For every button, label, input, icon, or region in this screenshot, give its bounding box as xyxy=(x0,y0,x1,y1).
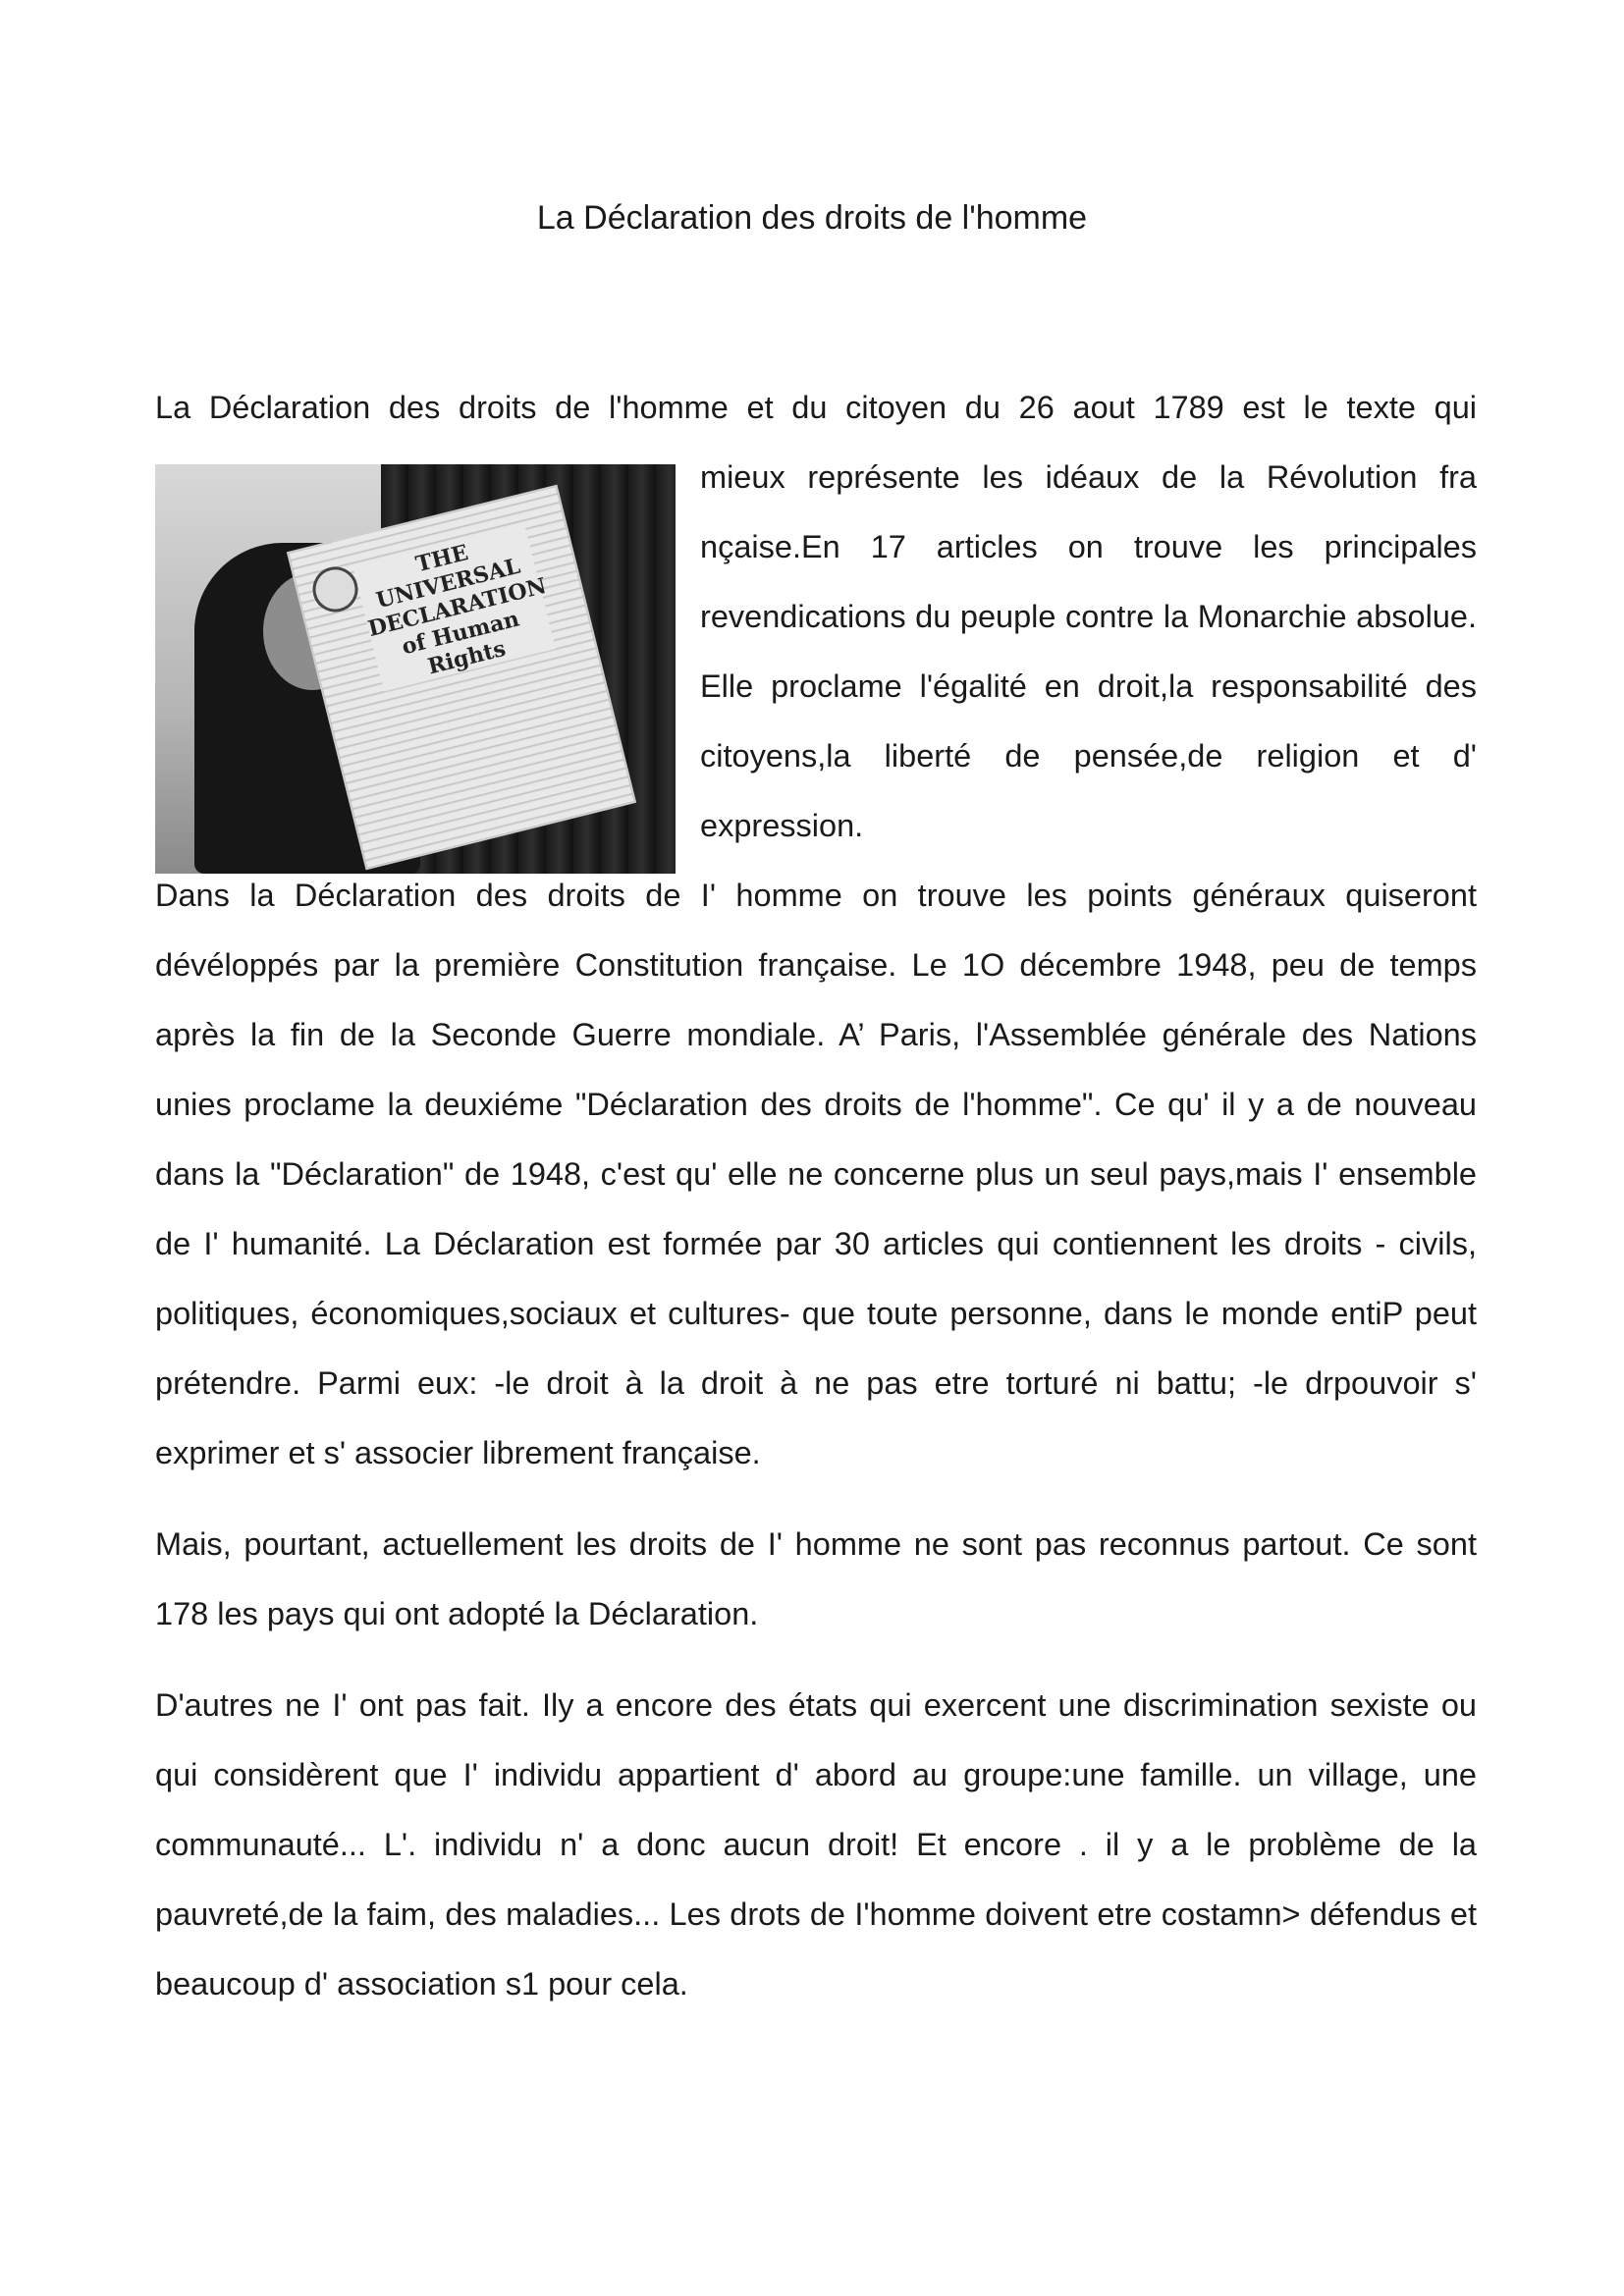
document-body xyxy=(155,373,1477,2019)
paragraph-2: Dans la Déclaration des droits de I' homme on trouve les points généraux quiseront dévéloppés par la première Constitution française. Le 1O décembre 1948, peu de temps après la fin de la Seconde Guerre mondiale. A’ Paris, l'Assemblée générale des Nations unies proclame la deuxiéme "Déclaration des droits de l'homme". Ce qu' il y a de nouveau dans la "Déclaration" de 1948, c'est qu' elle ne concerne plus un seul pays,mais I' ensemble de I' humanité. La Déclaration est formée par 30 articles qui contiennent les droits - civils, politiques, économiques,sociaux et cultures- que toute personne, dans le monde entiP peut prétendre. Parmi eux: -le droit à la droit à ne pas etre torturé ni battu; -le drpouvoir s' exprimer et s' associer librement française. xyxy=(155,878,1477,1470)
intro-paragraph: mieux représente les idéaux de la Révolution fra nçaise.En 17 articles on trouve les principales revendications du peuple contre la Monarchie absolue. Elle proclame l'égalité en droit,la responsabilité des citoyens,la liberté de pensée,de religion et d' expression. xyxy=(700,459,1477,843)
document-title: La Déclaration des droits de l'homme xyxy=(536,199,1088,237)
intro-first-line: La Déclaration des droits de l'homme et du citoyen du 26 aout 1789 est le texte qui xyxy=(155,390,1477,425)
paragraph-3: Mais, pourtant, actuellement les droits de I' homme ne sont pas reconnus partout. Ce sont 178 les pays qui ont adopté la Déclaration. xyxy=(155,1526,1477,1631)
poster-title: THE UNIVERSAL DECLARATION of Human Rights xyxy=(353,525,556,692)
intro-side-text xyxy=(700,443,1477,861)
paragraph-4: D'autres ne I' ont pas fait. Ily a encore des états qui exercent une discrimination sexiste ou qui considèrent que I' individu appartient d' abord au groupe:une famille. un village, une communauté... L'. individu n' a donc aucun droit! Et encore . il y a le problème de la pauvreté,de la faim, des maladies... Les drots de I'homme doivent etre costamn> défendus et beaucoup d' association s1 pour cela. xyxy=(155,1687,1477,2002)
intro-with-photo xyxy=(155,443,1477,861)
historical-photo xyxy=(155,464,676,874)
